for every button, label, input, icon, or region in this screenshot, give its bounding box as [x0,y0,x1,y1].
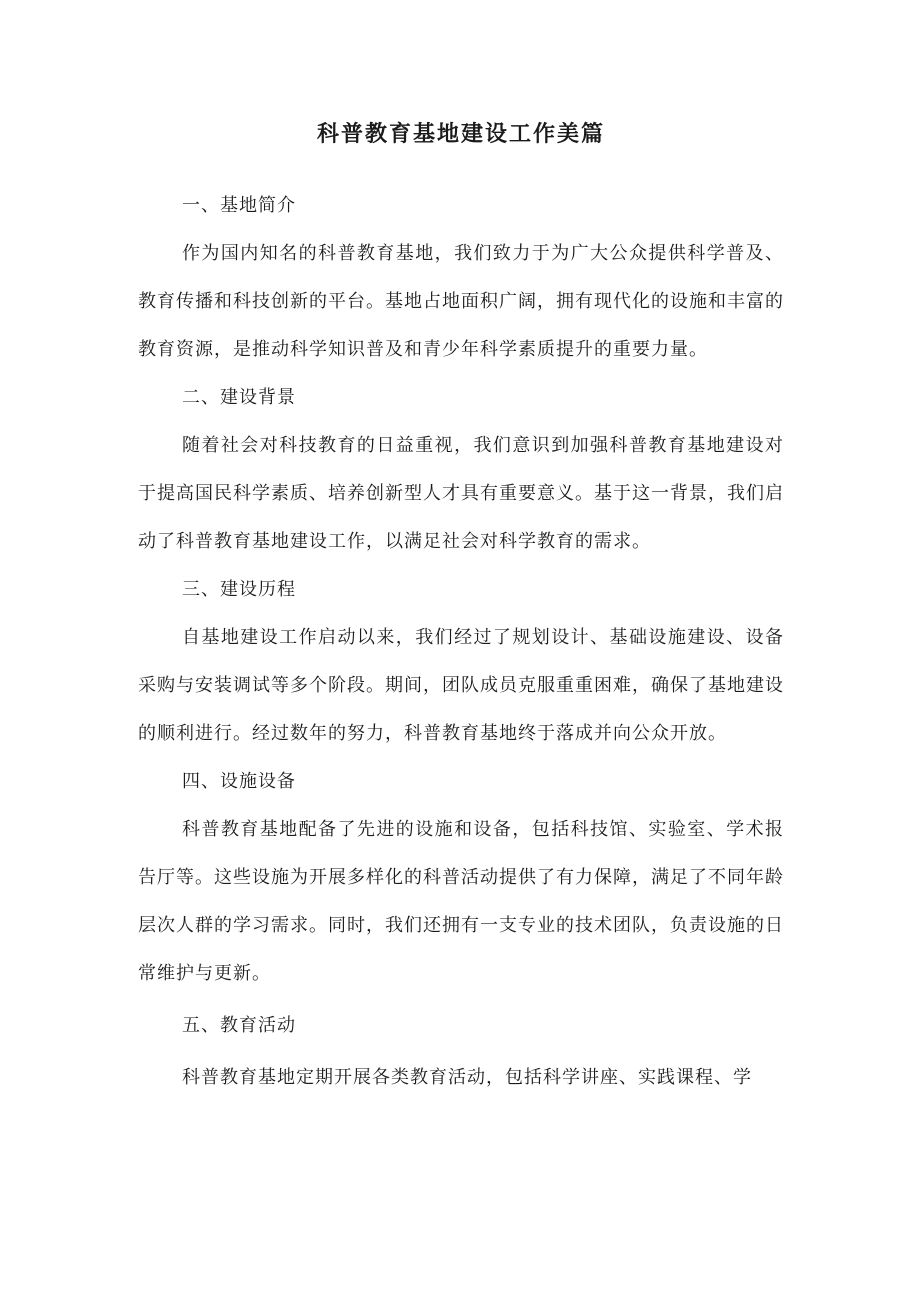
section-heading-activities: 五、教育活动 [182,1015,296,1036]
section-body-activities: 科普教育基地定期开展各类教育活动，包括科学讲座、实践课程、学 [182,1067,752,1088]
section-body-history: 自基地建设工作启动以来，我们经过了规划设计、基础设施建设、设备采购与安装调试等多个阶段。期间，团队成员克服重重困难，确保了基地建设的顺利进行。经过数年的努力，科普教育基地终于落成并向公众开放。 [138,627,784,744]
page-title: 科普教育基地建设工作美篇 [316,121,605,147]
document-page [138,108,784,1102]
section-heading-facilities: 四、设施设备 [182,771,296,792]
section-body-intro: 作为国内知名的科普教育基地，我们致力于为广大公众提供科学普及、教育传播和科技创新的平台。基地占地面积广阔，拥有现代化的设施和丰富的教育资源，是推动科学知识普及和青少年科学素质提升的重要力量。 [138,243,784,360]
section-heading-history: 三、建设历程 [182,579,296,600]
section-body-facilities: 科普教育基地配备了先进的设施和设备，包括科技馆、实验室、学术报告厅等。这些设施为开展多样化的科普活动提供了有力保障，满足了不同年龄层次人群的学习需求。同时，我们还拥有一支专业的技术团队，负责设施的日常维护与更新。 [138,819,784,984]
section-heading-intro: 一、基地简介 [182,195,296,216]
section-heading-background: 二、建设背景 [182,387,296,408]
section-body-background: 随着社会对科技教育的日益重视，我们意识到加强科普教育基地建设对于提高国民科学素质、培养创新型人才具有重要意义。基于这一背景，我们启动了科普教育基地建设工作，以满足社会对科学教育的需求。 [138,435,784,552]
